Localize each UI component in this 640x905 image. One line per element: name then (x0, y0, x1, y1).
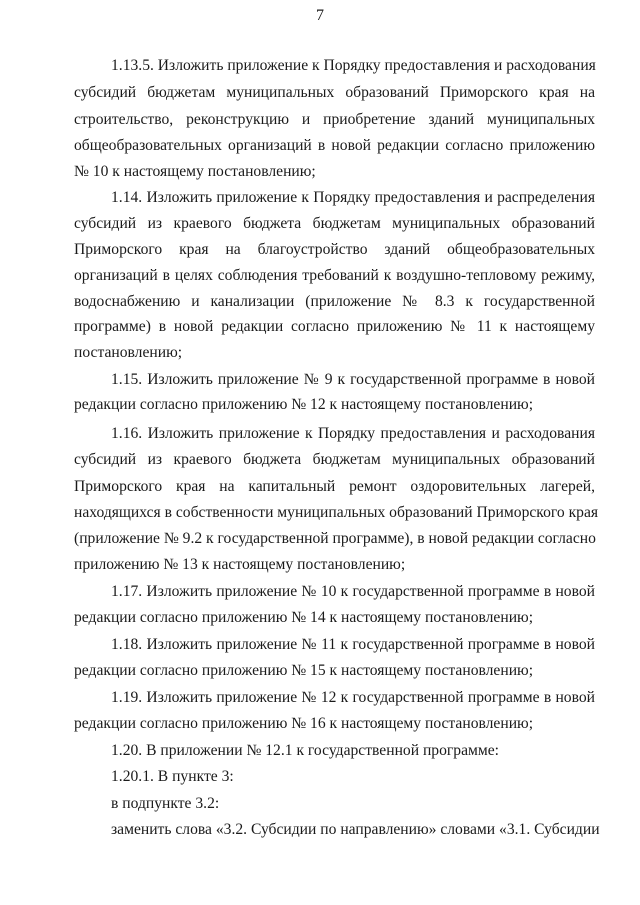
text-line: 1.20.1. В пункте 3: (111, 768, 234, 785)
text-line: 1.16. Изложить приложение к Порядку предоставления и расходования (111, 425, 595, 442)
text-line: субсидий бюджетам муниципальных образований Приморского края на (74, 84, 595, 101)
text-line: редакции согласно приложению № 15 к настоящему постановлению; (74, 662, 534, 679)
page-number: 7 (316, 7, 324, 24)
text-line: 1.19. Изложить приложение № 12 к государственной программе в новой (111, 689, 595, 706)
text-line: водоснабжению и канализации (приложение № 8.3 к государственной (74, 293, 595, 310)
text-line: редакции согласно приложению № 16 к настоящему постановлению; (74, 715, 534, 732)
text-line: субсидий из краевого бюджета бюджетам муниципальных образований (74, 215, 595, 232)
text-line: общеобразовательных организаций в новой редакции согласно приложению (74, 137, 595, 154)
text-line: (приложение № 9.2 к государственной программе), в новой редакции согласно (74, 530, 596, 547)
text-line: редакции согласно приложению № 12 к настоящему постановлению; (74, 396, 534, 413)
text-line: 1.17. Изложить приложение № 10 к государственной программе в новой (111, 583, 595, 600)
text-line: редакции согласно приложению № 14 к настоящему постановлению; (74, 609, 534, 626)
text-line: организаций в целях соблюдения требований к воздушно-тепловому режиму, (74, 267, 595, 284)
text-line: Приморского края на благоустройство зданий общеобразовательных (74, 241, 595, 258)
text-line: 1.18. Изложить приложение № 11 к государственной программе в новой (111, 636, 595, 653)
text-line: Приморского края на капитальный ремонт оздоровительных лагерей, (74, 478, 595, 495)
text-line: приложению № 13 к настоящему постановлению; (74, 556, 406, 573)
text-line: заменить слова «3.2. Субсидии по направлению» словами «3.1. Субсидии (111, 821, 600, 838)
text-line: программе) в новой редакции согласно приложению № 11 к настоящему (74, 318, 595, 335)
text-line: 1.20. В приложении № 12.1 к государственной программе: (111, 742, 500, 759)
text-line: строительство, реконструкцию и приобретение зданий муниципальных (74, 111, 595, 128)
text-line: 1.13.5. Изложить приложение к Порядку предоставления и расходования (111, 57, 596, 74)
text-line: № 10 к настоящему постановлению; (74, 163, 316, 180)
text-line: постановлению; (74, 344, 183, 361)
text-line: 1.15. Изложить приложение № 9 к государственной программе в новой (111, 371, 595, 388)
text-line: находящихся в собственности муниципальных образований Приморского края (74, 504, 599, 521)
text-line: в подпункте 3.2: (111, 795, 220, 812)
text-line: 1.14. Изложить приложение к Порядку предоставления и распределения (111, 189, 595, 206)
text-line: субсидий из краевого бюджета бюджетам муниципальных образований (74, 451, 595, 468)
